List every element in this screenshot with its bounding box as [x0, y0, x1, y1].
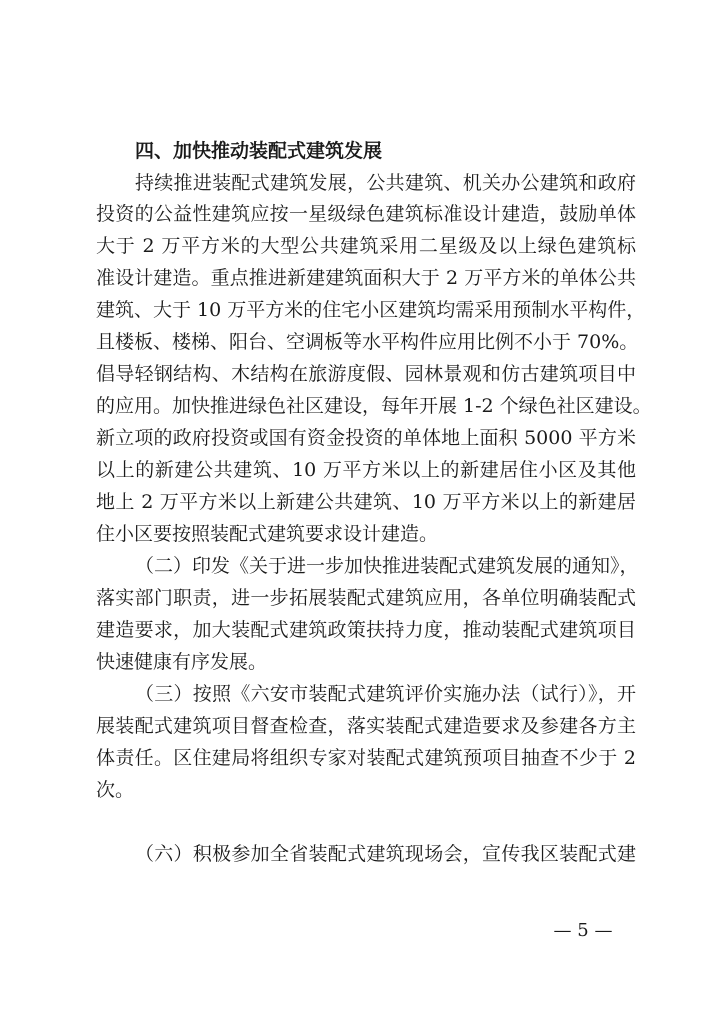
paragraph-line: 倡导轻钢结构、木结构在旅游度假、园林景观和仿古建筑项目中: [96, 363, 636, 385]
paragraph-line: 新立项的政府投资或国有资金投资的单体地上面积 5000 平方米: [96, 427, 636, 449]
paragraph-line: （三）按照《六安市装配式建筑评价实施办法（试行）》，开: [135, 683, 636, 705]
paragraph-line: 建筑、大于 10 万平方米的住宅小区建筑均需采用预制水平构件，: [96, 299, 646, 321]
paragraph-line: 大于 2 万平方米的大型公共建筑采用二星级及以上绿色建筑标: [96, 235, 636, 257]
paragraph-line: 准设计建造。重点推进新建建筑面积大于 2 万平方米的单体公共: [96, 267, 636, 289]
paragraph-line: 投资的公益性建筑应按一星级绿色建筑标准设计建造，鼓励单体: [96, 203, 636, 225]
page-number: — 5 —: [553, 920, 613, 941]
paragraph-line: 展装配式建筑项目督查检查，落实装配式建造要求及参建各方主: [96, 715, 636, 737]
paragraph-line: 持续推进装配式建筑发展，公共建筑、机关办公建筑和政府: [135, 172, 636, 194]
paragraph-line: 住小区要按照装配式建筑要求设计建造。: [96, 523, 439, 545]
paragraph-line: （二）印发《关于进一步加快推进装配式建筑发展的通知》，: [135, 555, 639, 577]
paragraph-line: 体责任。区住建局将组织专家对装配式建筑预项目抽查不少于 2: [96, 747, 636, 769]
paragraph-line: 的应用。加快推进绿色社区建设，每年开展 1-2 个绿色社区建设。: [96, 395, 652, 417]
paragraph-line: 快速健康有序发展。: [96, 651, 268, 673]
paragraph-line: 以上的新建公共建筑、10 万平方米以上的新建居住小区及其他: [96, 459, 636, 481]
paragraph-line: （六）积极参加全省装配式建筑现场会，宣传我区装配式建: [135, 843, 636, 865]
paragraph-line: 落实部门职责，进一步拓展装配式建筑应用，各单位明确装配式: [96, 587, 636, 609]
paragraph-line: 地上 2 万平方米以上新建公共建筑、10 万平方米以上的新建居: [96, 491, 636, 513]
paragraph-line: 次。: [96, 779, 135, 801]
paragraph-line: 建造要求，加大装配式建筑政策扶持力度，推动装配式建筑项目: [96, 619, 636, 641]
paragraph-line: 且楼板、楼梯、阳台、空调板等水平构件应用比例不小于 70%。: [96, 331, 639, 353]
section-heading: 四、加快推动装配式建筑发展: [135, 140, 383, 162]
